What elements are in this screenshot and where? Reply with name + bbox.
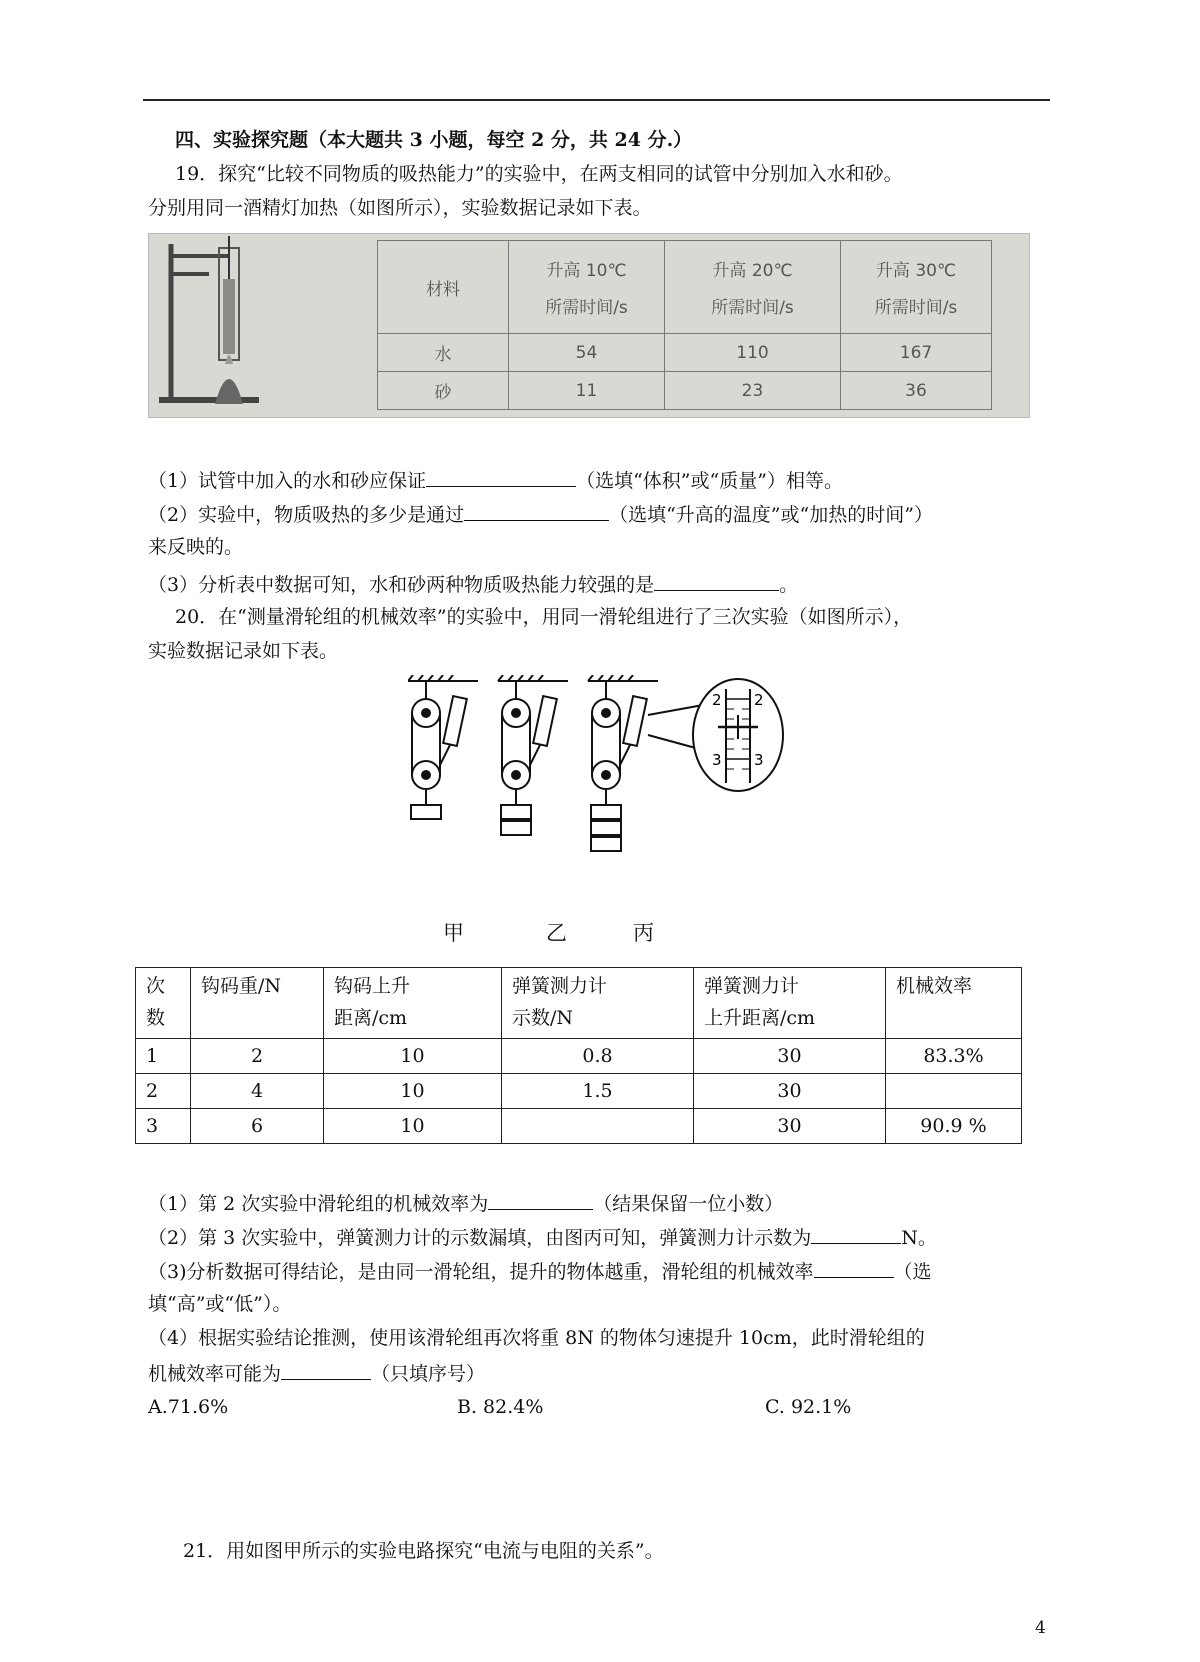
scale-mark: 2 xyxy=(712,691,722,709)
q20-sub4-cont: 机械效率可能为 （只填序号） xyxy=(148,1359,485,1387)
scale-mark: 3 xyxy=(754,751,764,769)
cell: 30 xyxy=(694,1109,886,1144)
th: 机械效率 xyxy=(896,975,973,997)
pulley-setup-jia xyxy=(408,675,478,819)
q19-sub3: （3）分析表中数据可知，水和砂两种物质吸热能力较强的是 。 xyxy=(148,570,798,598)
q20-sub4: （4）根据实验结论推测，使用该滑轮组再次将重 8N 的物体匀速提升 10cm，此时滑轮组的 xyxy=(148,1327,925,1349)
cell: 83.3% xyxy=(886,1039,1022,1074)
scale-magnifier xyxy=(693,679,783,791)
photo-th-10c: 升高 10℃ xyxy=(546,261,627,281)
photo-cell: 水 xyxy=(378,334,509,372)
th: 次 xyxy=(146,975,166,997)
q19-line1: 19．探究“比较不同物质的吸热能力”的实验中，在两支相同的试管中分别加入水和砂。 xyxy=(175,163,903,185)
q20-line1: 20．在“测量滑轮组的机械效率”的实验中，用同一滑轮组进行了三次实验（如图所示）， xyxy=(175,606,913,628)
q19-photo-table xyxy=(377,240,992,410)
cell: 30 xyxy=(694,1039,886,1074)
fig-label-yi: 乙 xyxy=(546,921,567,945)
cell: 2 xyxy=(191,1039,324,1074)
cell: 90.9 % xyxy=(886,1109,1022,1144)
page-number: 4 xyxy=(1035,1618,1046,1638)
q19-sub2-cont: 来反映的。 xyxy=(148,536,244,558)
answer-blank xyxy=(426,466,576,487)
photo-th-20c: 升高 20℃ xyxy=(712,261,793,281)
cell: 3 xyxy=(136,1109,191,1144)
q20-data-table xyxy=(135,967,1022,1144)
th: 距离/cm xyxy=(334,1007,408,1029)
cell: 1 xyxy=(136,1039,191,1074)
fig-label-jia: 甲 xyxy=(443,921,464,945)
cell xyxy=(886,1074,1022,1109)
q20-option-c: C. 92.1% xyxy=(765,1396,852,1418)
q19-sub2: （2）实验中，物质吸热的多少是通过 （选填“升高的温度”或“加热的时间”） xyxy=(148,500,933,528)
photo-cell: 36 xyxy=(841,372,992,410)
q20-sub2: （2）第 3 次实验中，弹簧测力计的示数漏填，由图丙可知，弹簧测力计示数为 N。 xyxy=(148,1223,937,1251)
photo-th-10c-time: 所需时间/s xyxy=(545,298,628,318)
q19-sub1: （1）试管中加入的水和砂应保证 （选填“体积”或“质量”）相等。 xyxy=(148,466,843,494)
th: 钩码上升 xyxy=(334,975,411,997)
scale-mark: 2 xyxy=(754,691,764,709)
th: 弹簧测力计 xyxy=(512,975,608,997)
photo-cell: 11 xyxy=(509,372,665,410)
cell xyxy=(502,1109,694,1144)
photo-cell: 砂 xyxy=(378,372,509,410)
cell: 30 xyxy=(694,1074,886,1109)
cell: 10 xyxy=(324,1039,502,1074)
cell: 0.8 xyxy=(502,1039,694,1074)
pulley-setup-yi xyxy=(498,675,568,835)
th: 上升距离/cm xyxy=(704,1007,816,1029)
th: 弹簧测力计 xyxy=(704,975,800,997)
pulley-experiment-figure xyxy=(408,675,808,890)
photo-cell: 23 xyxy=(665,372,841,410)
photo-th-20c-time: 所需时间/s xyxy=(711,298,794,318)
header-rule xyxy=(143,99,1050,101)
answer-blank xyxy=(464,500,609,521)
scale-mark: 3 xyxy=(712,751,722,769)
q19-line2: 分别用同一酒精灯加热（如图所示），实验数据记录如下表。 xyxy=(148,197,652,219)
cell: 10 xyxy=(324,1074,502,1109)
q20-option-a: A.71.6% xyxy=(148,1396,229,1418)
q20-sub3: （3)分析数据可得结论，是由同一滑轮组，提升的物体越重，滑轮组的机械效率 （选 xyxy=(148,1257,932,1285)
q20-sub1: （1）第 2 次实验中滑轮组的机械效率为 （结果保留一位小数） xyxy=(148,1189,783,1217)
photo-th-30c-time: 所需时间/s xyxy=(874,298,958,318)
cell: 1.5 xyxy=(502,1074,694,1109)
photo-cell: 54 xyxy=(509,334,665,372)
heating-apparatus-figure xyxy=(149,234,379,417)
q19-photo xyxy=(148,233,1030,418)
cell: 10 xyxy=(324,1109,502,1144)
th: 钩码重/N xyxy=(201,975,282,997)
answer-blank xyxy=(281,1359,371,1380)
answer-blank xyxy=(654,570,779,591)
cell: 6 xyxy=(191,1109,324,1144)
table-row xyxy=(136,1039,1022,1074)
fig-label-bing: 丙 xyxy=(633,921,654,945)
cell: 2 xyxy=(136,1074,191,1109)
q20-option-b: B. 82.4% xyxy=(457,1396,544,1418)
photo-th-30c: 升高 30℃ xyxy=(875,261,957,281)
photo-cell: 110 xyxy=(665,334,841,372)
cell: 4 xyxy=(191,1074,324,1109)
q20-sub3-cont: 填“高”或“低”）。 xyxy=(148,1293,292,1315)
pulley-setup-bing xyxy=(588,675,703,851)
answer-blank xyxy=(814,1257,894,1278)
q21-line1: 21．用如图甲所示的实验电路探究“电流与电阻的关系”。 xyxy=(183,1540,664,1562)
table-row xyxy=(136,1109,1022,1144)
answer-blank xyxy=(488,1189,593,1210)
table-row xyxy=(136,1074,1022,1109)
th: 数 xyxy=(146,1007,166,1029)
q20-line2: 实验数据记录如下表。 xyxy=(148,640,339,662)
answer-blank xyxy=(811,1223,901,1244)
photo-cell: 167 xyxy=(841,334,992,372)
th: 示数/N xyxy=(512,1007,574,1029)
photo-th-material: 材料 xyxy=(378,241,509,334)
section-title: 四、实验探究题（本大题共 3 小题，每空 2 分，共 24 分.） xyxy=(175,129,693,151)
